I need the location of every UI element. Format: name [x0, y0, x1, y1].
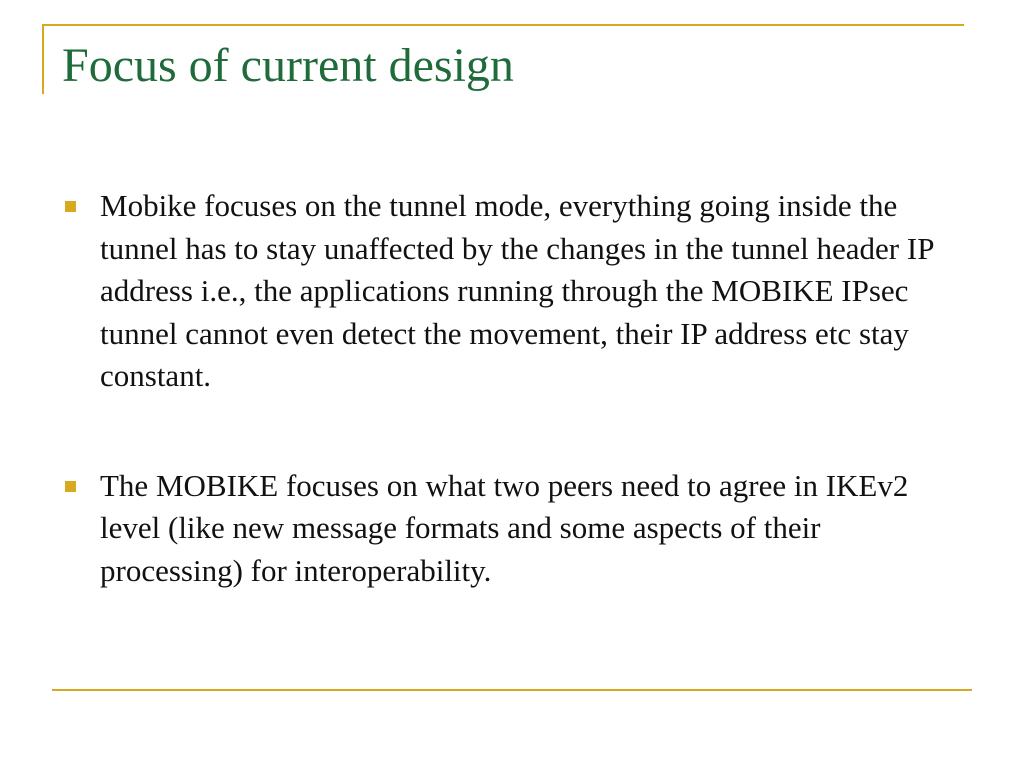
square-bullet-icon — [65, 481, 76, 492]
left-rule — [42, 24, 44, 94]
square-bullet-icon — [65, 201, 76, 212]
bullet-item — [62, 465, 942, 593]
bullet-list — [62, 185, 942, 592]
bottom-rule — [52, 689, 972, 691]
bullet-text: Mobike focuses on the tunnel mode, everything going inside the tunnel has to stay unaffected by the changes in the tunnel header IP address i.e., the applications running through the MOBIKE IPsec tunnel cannot even detect the movement, their IP address etc stay constant. — [100, 188, 934, 393]
top-rule — [42, 24, 964, 26]
slide-title: Focus of current design — [62, 39, 514, 92]
bullet-text: The MOBIKE focuses on what two peers need to agree in IKEv2 level (like new message formats and some aspects of their processing) for interoperability. — [100, 467, 909, 588]
bullet-item — [62, 185, 942, 398]
